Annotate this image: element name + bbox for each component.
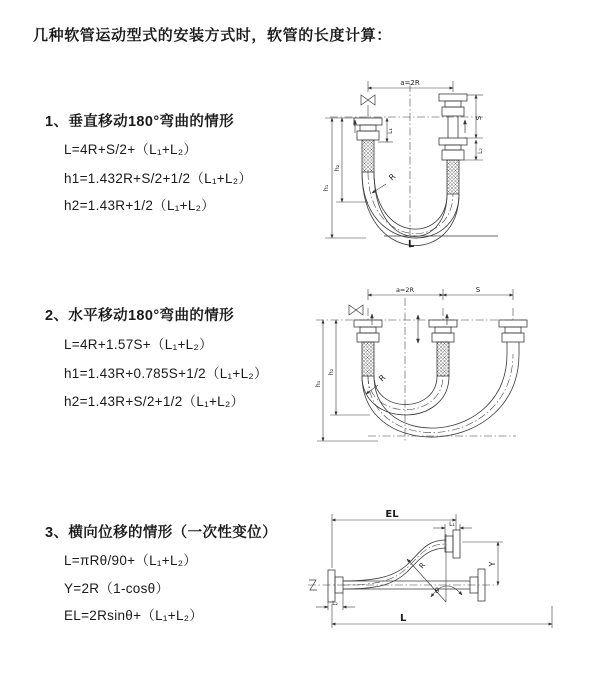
section-2-formula-L: L=4R+1.57S+（L₁+L₂） — [64, 337, 213, 352]
section-3-formula-Y: Y=2R（1-cosθ） — [64, 581, 170, 596]
flange-right-lower — [439, 138, 467, 145]
radius-label: R — [417, 561, 428, 571]
flange-left — [354, 320, 382, 342]
hose-outer-wall — [362, 172, 459, 238]
dim-label-y: Y — [488, 561, 497, 567]
section-2-heading: 2、水平移动180°弯曲的情形 — [45, 308, 235, 324]
section-3-heading: 3、横向位移的情形（一次性变位） — [45, 525, 277, 541]
dim-label-stroke-s: S — [475, 115, 483, 121]
flange-right-upper — [439, 94, 467, 101]
hose-drawing-2 — [316, 289, 527, 442]
dim-label-l1: L₁ — [387, 128, 394, 134]
section-1-formula-h2: h2=1.43R+1/2（L₁+L₂） — [64, 198, 215, 213]
diagram-horizontal-180-bend — [308, 284, 596, 452]
flange-right — [499, 320, 527, 342]
dim-label-h1: h₁ — [314, 380, 322, 388]
length-label: L — [408, 239, 415, 250]
dim-label-stroke-s: S — [475, 286, 481, 294]
flange-left — [328, 570, 343, 602]
dim-label-a2r: a=2R — [395, 286, 415, 294]
braided-hose-left — [362, 140, 374, 172]
section-3-formula-L: L=πRθ/90+（L₁+L₂） — [64, 553, 198, 568]
hose-drawing-3 — [308, 514, 552, 628]
dim-label-el: EL — [385, 509, 399, 520]
hose-curve-bottom — [343, 548, 446, 589]
dim-label-h2: h₂ — [333, 164, 341, 172]
section-2-formula-h2: h2=1.43R+S/2+1/2（L₁+L₂） — [64, 394, 245, 409]
length-label: L — [400, 613, 407, 624]
dim-label-l2: L₂ — [477, 148, 484, 154]
section-1-formula-h1: h1=1.432R+S/2+1/2（L₁+L₂） — [64, 171, 253, 186]
dim-label-h1: h₁ — [322, 184, 330, 192]
dim-label-l1: L₁ — [449, 521, 455, 528]
hose-curve-top — [343, 540, 446, 581]
page-title: 几种软管运动型式的安装方式时，软管的长度计算： — [33, 27, 392, 44]
braided-hose-right — [447, 160, 459, 194]
radius-leader — [372, 184, 386, 193]
section-3-formula-EL: EL=2Rsinθ+（L₁+L₂） — [64, 608, 204, 623]
dim-label-l2: L₂ — [332, 600, 338, 607]
valve-icon — [349, 305, 363, 315]
section-1-heading: 1、垂直移动180°弯曲的情形 — [45, 114, 235, 130]
dim-label-h2: h₂ — [327, 368, 335, 376]
radius-leader — [407, 559, 446, 602]
angle-label: θ — [434, 587, 440, 595]
hose-position-1 — [362, 376, 449, 415]
section-1-formula-L: L=4R+S/2+（L₁+L₂） — [64, 142, 198, 157]
hose-drawing-1 — [325, 81, 498, 248]
dim-label-a2r: a=2R — [400, 79, 420, 87]
radius-label: R — [387, 171, 398, 183]
diagram-lateral-displacement — [300, 506, 600, 642]
braided-hose-left — [362, 342, 374, 376]
flange-right-displaced — [445, 530, 460, 558]
radius-label: R — [377, 372, 388, 384]
braided-hose-middle — [437, 342, 449, 376]
flange-middle — [429, 320, 457, 342]
flange-left — [354, 118, 382, 125]
valve-icon — [361, 95, 375, 105]
section-2-formula-h1: h1=1.43R+0.785S+1/2（L₁+L₂） — [64, 366, 268, 381]
diagram-vertical-180-bend — [312, 76, 594, 254]
